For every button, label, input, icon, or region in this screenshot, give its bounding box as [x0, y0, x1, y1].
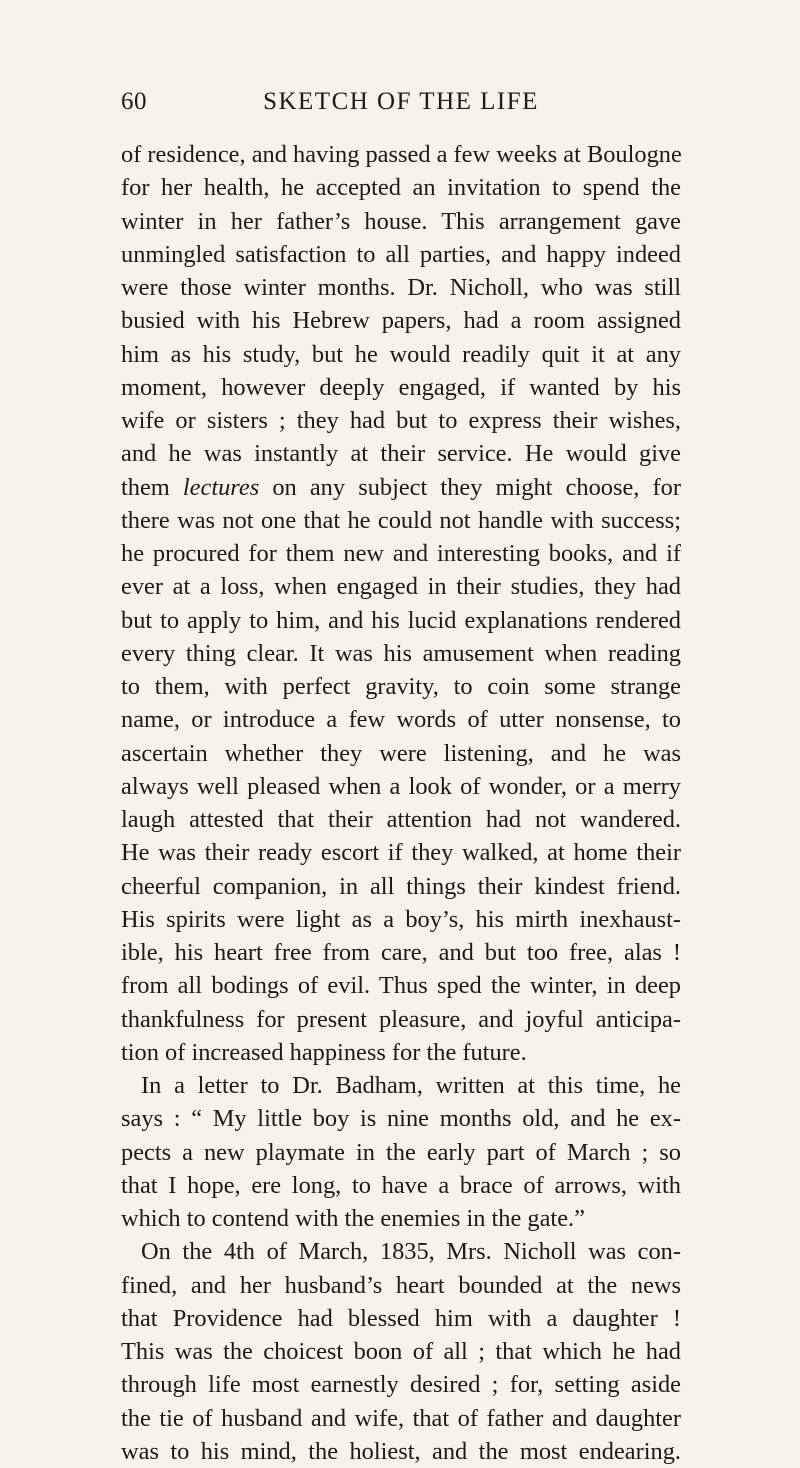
text-line: of residence, and having passed a few weeks at Boulogne	[121, 141, 682, 168]
text-fragment: on any subject they might choose, for	[272, 473, 681, 501]
text-line: he procured for them new and interesting books, and if	[121, 540, 681, 567]
page-number: 60	[121, 88, 147, 115]
text-line: cheerful companion, in all things their kindest friend.	[121, 872, 681, 900]
text-line: that I hope, ere long, to have a brace of arrows, with	[121, 1171, 681, 1199]
text-line: every thing clear. It was his amusement when reading	[121, 639, 681, 667]
italic-word: lectures	[182, 473, 260, 501]
text-line: thankfulness for present pleasure, and joyful anticipa-	[121, 1005, 681, 1033]
text-line: were those winter months. Dr. Nicholl, who was still	[121, 274, 681, 301]
text-line: winter in her father’s house. This arrangement gave	[121, 207, 681, 235]
text-line: fined, and her husband’s heart bounded at the news	[121, 1271, 681, 1299]
text-line: His spirits were light as a boy’s, his mirth inexhaust-	[121, 905, 681, 933]
text-line: moment, however deeply engaged, if wanted by his	[121, 373, 681, 401]
text-line: In a letter to Dr. Badham, written at this time, he	[141, 1072, 681, 1099]
text-line: to them, with perfect gravity, to coin some strange	[121, 673, 681, 700]
text-line: which to contend with the enemies in the gate.”	[121, 1205, 585, 1232]
body-text	[121, 138, 681, 1468]
text-fragment: them	[121, 473, 170, 501]
text-line: ible, his heart free from care, and but too free, alas !	[121, 939, 681, 966]
text-line: This was the choicest boon of all ; that which he had	[121, 1338, 681, 1365]
text-line: ever at a loss, when engaged in their studies, they had	[121, 573, 681, 601]
text-line-with-italic	[121, 471, 681, 504]
text-line: there was not one that he could not handle with success;	[121, 506, 681, 534]
text-line: always well pleased when a look of wonder, or a merry	[121, 772, 681, 800]
text-line: through life most earnestly desired ; for, setting aside	[121, 1371, 681, 1399]
text-line: from all bodings of evil. Thus sped the winter, in deep	[121, 972, 681, 1000]
text-line: ascertain whether they were listening, and he was	[121, 739, 681, 767]
text-line: him as his study, but he would readily quit it at any	[121, 340, 681, 368]
text-line: for her health, he accepted an invitation to spend the	[121, 174, 681, 202]
text-line: the tie of husband and wife, that of father and daughter	[121, 1404, 681, 1432]
running-head: SKETCH OF THE LIFE	[263, 88, 539, 115]
text-line: unmingled satisfaction to all parties, and happy indeed	[121, 240, 681, 268]
text-line: and he was instantly at their service. He would give	[121, 440, 681, 468]
text-line: name, or introduce a few words of utter nonsense, to	[121, 706, 681, 734]
text-line: laugh attested that their attention had not wandered.	[121, 806, 681, 833]
text-line: says : “ My little boy is nine months old, and he ex-	[121, 1105, 681, 1133]
text-line: On the 4th of March, 1835, Mrs. Nicholl was con-	[141, 1238, 681, 1266]
text-line: that Providence had blessed him with a daughter !	[121, 1304, 681, 1332]
page-header	[121, 88, 681, 120]
text-line: was to his mind, the holiest, and the most endearing.	[121, 1437, 681, 1465]
text-line: but to apply to him, and his lucid explanations rendered	[121, 606, 681, 634]
text-line: pects a new playmate in the early part of March ; so	[121, 1138, 681, 1166]
text-line: wife or sisters ; they had but to express their wishes,	[121, 407, 681, 434]
text-line: busied with his Hebrew papers, had a room assigned	[121, 307, 681, 335]
text-line: He was their ready escort if they walked, at home their	[121, 839, 681, 867]
text-line: tion of increased happiness for the future.	[121, 1038, 527, 1066]
